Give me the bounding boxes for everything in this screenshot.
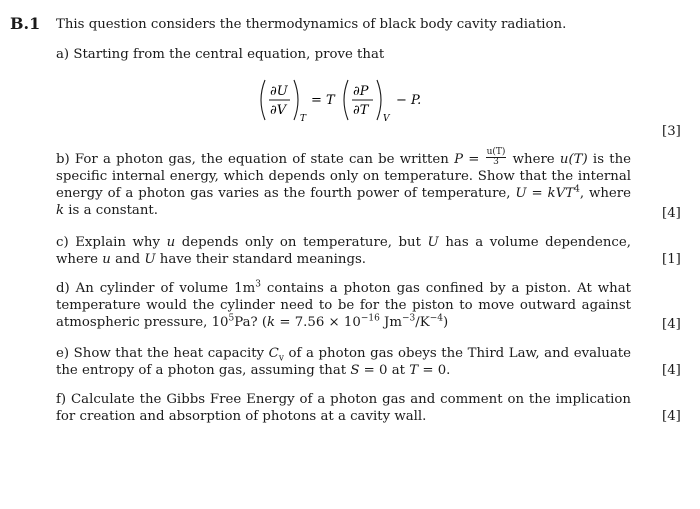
part-b-U-exponent: 4 bbox=[574, 184, 580, 195]
part-d-post: ) bbox=[442, 315, 449, 330]
part-b-rest3: is a constant. bbox=[64, 203, 158, 218]
part-e-text bbox=[56, 345, 631, 379]
right-paren-close bbox=[377, 80, 381, 120]
part-b-k: k bbox=[56, 203, 65, 218]
part-c-U: U bbox=[427, 235, 439, 250]
part-d-pressure-exponent: 5 bbox=[228, 313, 235, 324]
part-d-kelvin-exponent: −4 bbox=[429, 313, 443, 324]
part-e-cond: = 0 at bbox=[359, 363, 410, 378]
eq-sub-V: V bbox=[383, 114, 390, 124]
part-b-pre: b) For a photon gas, the equation of state can be written bbox=[56, 152, 455, 167]
part-f-text: f) Calculate the Gibbs Free Energy of a photon gas and comment on the implication for creation and absorption of photons at a cavity wall. bbox=[56, 392, 631, 424]
part-d-k-exponent: −16 bbox=[360, 313, 380, 324]
part-b-rest1: is the specific internal energy, which depends only on temperature. Show that the internal energy of a photon gas varies as the fourth power of temperature, bbox=[56, 152, 632, 201]
part-c-text bbox=[56, 234, 631, 268]
part-c-mid1: depends only on temperature, but bbox=[175, 235, 428, 250]
left-paren-close bbox=[294, 80, 298, 120]
part-e-mark: [4] bbox=[662, 363, 681, 378]
right-paren-open bbox=[344, 80, 348, 120]
part-b-mark: [4] bbox=[662, 206, 681, 221]
fraction-denominator: 3 bbox=[493, 157, 499, 167]
part-c-u2: u bbox=[102, 252, 111, 267]
part-e-T: T bbox=[409, 363, 419, 378]
part-d-volume-exponent: 3 bbox=[255, 279, 261, 290]
part-c-post: have their standard meanings. bbox=[155, 252, 367, 267]
part-c-mark: [1] bbox=[662, 252, 681, 267]
part-b-fraction bbox=[486, 148, 507, 167]
eq-dP: ∂P bbox=[353, 84, 369, 99]
question-intro: This question considers the thermodynamics of black body cavity radiation. bbox=[56, 17, 567, 32]
part-d-k-value: = 7.56 × 10 bbox=[275, 315, 361, 330]
part-d-text bbox=[56, 280, 631, 331]
part-b-rest2: , where bbox=[579, 186, 631, 201]
left-paren-open bbox=[261, 80, 265, 120]
part-c-pre: c) Explain why bbox=[56, 235, 167, 250]
part-b-where: where bbox=[507, 152, 560, 167]
eq-equals-T: = T bbox=[311, 93, 335, 108]
eq-dV: ∂V bbox=[270, 103, 287, 118]
part-d-mid: contains a photon gas confined by a piston. At what temperature would the cylinder need to be for the piston to move outward against atmospheric pressure, 10 bbox=[56, 281, 631, 330]
part-d-mark: [4] bbox=[662, 317, 681, 332]
part-d-per-k: /K bbox=[415, 315, 430, 330]
part-e-S: S bbox=[350, 363, 360, 378]
part-d-units: Jm bbox=[379, 315, 402, 330]
part-d-pa: Pa? ( bbox=[234, 315, 268, 330]
part-a-equation bbox=[256, 76, 456, 124]
part-e-mid: of a photon gas obeys the Third Law, and evaluate the entropy of a photon gas, assuming that bbox=[56, 346, 631, 378]
part-e-C: C bbox=[268, 346, 279, 361]
part-b-text bbox=[56, 147, 632, 219]
part-e-post: = 0. bbox=[418, 363, 451, 378]
part-f-mark: [4] bbox=[662, 409, 681, 424]
part-d-m-exponent: −3 bbox=[402, 313, 416, 324]
part-b-P-eq: P = bbox=[454, 152, 485, 167]
fraction-numerator: u(T) bbox=[486, 147, 506, 157]
part-b-U-eq: U = kVT bbox=[515, 186, 575, 201]
eq-dT: ∂T bbox=[353, 103, 369, 118]
eq-sub-T: T bbox=[300, 114, 307, 124]
part-d-pre: d) An cylinder of volume 1m bbox=[56, 281, 256, 296]
question-number: B.1 bbox=[10, 14, 41, 33]
part-c-mid2: has a volume dependence, where bbox=[56, 235, 631, 267]
eq-dU: ∂U bbox=[270, 84, 288, 99]
part-c-mid3: and bbox=[110, 252, 145, 267]
part-e-C-subscript: v bbox=[278, 353, 284, 364]
part-d-k: k bbox=[267, 315, 276, 330]
part-c-U2: U bbox=[144, 252, 156, 267]
part-c-u: u bbox=[166, 235, 176, 250]
eq-minus-P: − P. bbox=[396, 93, 422, 108]
part-a-mark: [3] bbox=[662, 124, 681, 139]
part-e-pre: e) Show that the heat capacity bbox=[56, 346, 269, 361]
part-b-uT: u(T) bbox=[559, 152, 588, 167]
part-a-text: a) Starting from the central equation, prove that bbox=[56, 47, 385, 62]
